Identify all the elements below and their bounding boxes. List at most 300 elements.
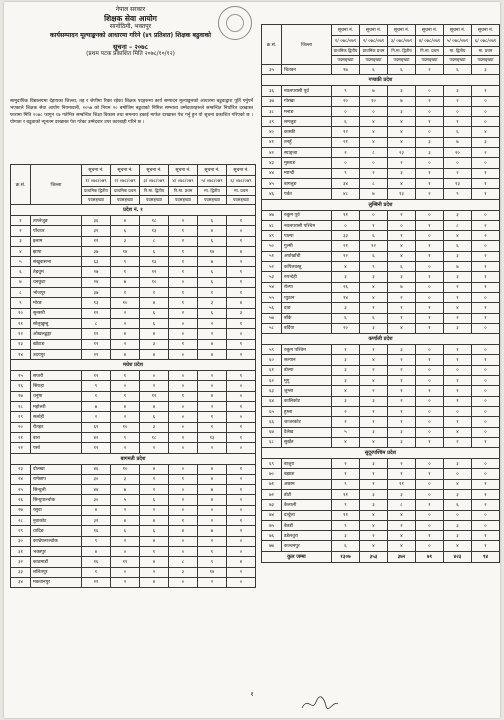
row-post-count: ४ [111, 349, 140, 359]
table-row [262, 292, 500, 302]
table-row [262, 323, 500, 333]
header-district: जिल्ला [31, 165, 82, 205]
row-post-count: ४ [140, 557, 169, 567]
row-district: कालिकोट [282, 396, 332, 406]
row-post-count: ४ [360, 117, 388, 127]
row-post-count: १ [416, 437, 444, 447]
row-post-count: ० [169, 505, 198, 515]
row-serial: ३ [11, 236, 31, 246]
header-notice-no: सूचना नं. [111, 165, 140, 176]
row-post-count: २ [472, 148, 500, 158]
row-serial: ३४ [11, 577, 31, 587]
row-post-count: १३ [388, 189, 416, 199]
table-row [262, 231, 500, 241]
row-district: स्याङ्जा [282, 148, 332, 158]
header-codes: ६/ ०७८/०७९ [227, 176, 256, 187]
row-post-count: १ [388, 303, 416, 313]
row-serial: ५४ [262, 282, 282, 292]
row-post-count: ६ [444, 65, 472, 75]
header-post: पदसङ्ख्या [140, 196, 169, 205]
row-post-count: ० [227, 536, 256, 546]
row-post-count: १० [111, 422, 140, 432]
row-post-count: ३ [444, 210, 472, 220]
header-post: पदसङ्ख्या [198, 196, 227, 205]
row-post-count: १ [227, 236, 256, 246]
row-post-count: १ [472, 303, 500, 313]
header-post: पदसङ्ख्या [472, 56, 500, 65]
row-post-count: ७ [198, 526, 227, 536]
province-row [11, 453, 256, 464]
table-header-row [11, 165, 256, 176]
row-post-count: ४ [198, 226, 227, 236]
row-serial: १ [11, 216, 31, 226]
row-post-count: २ [416, 189, 444, 199]
table-row [11, 485, 256, 495]
header-notice-no: सूचना नं. [332, 25, 360, 36]
row-post-count: ४ [444, 541, 472, 551]
row-district: सुर्खेत [282, 437, 332, 447]
row-post-count: ६ [388, 65, 416, 75]
table-row [262, 489, 500, 499]
row-post-count: ४ [111, 402, 140, 412]
row-post-count: १ [82, 567, 111, 577]
row-post-count: ४ [198, 339, 227, 349]
row-post-count: २ [472, 231, 500, 241]
header-notice-no: सूचना नं. [227, 165, 256, 176]
row-post-count: २ [198, 402, 227, 412]
row-district: डडेलधुरा [282, 531, 332, 541]
row-post-count: १४ [332, 292, 360, 302]
row-post-count: १ [444, 386, 472, 396]
row-serial: २४ [11, 474, 31, 484]
row-post-count: ४ [140, 536, 169, 546]
header-levels: प्राथमिक द्वितीय [82, 187, 111, 196]
row-post-count: ४ [111, 216, 140, 226]
row-post-count: ४ [332, 386, 360, 396]
row-post-count: ३ [444, 489, 472, 499]
row-district: पाल्पा [282, 231, 332, 241]
row-post-count: ११ [388, 479, 416, 489]
row-post-count: ७ [388, 96, 416, 106]
table-row [11, 546, 256, 556]
row-post-count: ० [416, 210, 444, 220]
row-post-count: ६ [198, 216, 227, 226]
row-district: काठमाडौं [31, 557, 82, 567]
table-row [11, 277, 256, 287]
row-post-count: २० [332, 323, 360, 333]
row-serial: ५१ [262, 251, 282, 261]
row-post-count: ३ [444, 459, 472, 469]
row-post-count: १२ [82, 371, 111, 381]
table-header-row [262, 25, 500, 36]
row-district: डोल्पा [282, 365, 332, 375]
province-name: सुदूरपश्चिम प्रदेश [262, 448, 500, 459]
table-row [11, 381, 256, 391]
row-post-count: ३ [388, 86, 416, 96]
row-post-count: २४ [82, 277, 111, 287]
row-post-count: ३ [332, 531, 360, 541]
vacancy-table-left [10, 164, 256, 588]
row-post-count: ११ [332, 489, 360, 499]
row-post-count: ० [472, 158, 500, 168]
row-post-count: १ [169, 391, 198, 401]
row-post-count: ० [472, 469, 500, 479]
row-post-count: ३ [472, 137, 500, 147]
row-district: उदयपुर [31, 349, 82, 359]
row-post-count: ६ [140, 412, 169, 422]
row-post-count: ९ [198, 557, 227, 567]
row-post-count: ० [169, 318, 198, 328]
row-serial: ७० [262, 469, 282, 479]
row-post-count: ७ [111, 277, 140, 287]
row-post-count: ० [444, 510, 472, 520]
header-commission: शिक्षक सेवा आयोग [104, 13, 157, 23]
row-post-count: ४ [227, 246, 256, 256]
row-post-count: ४ [140, 516, 169, 526]
row-serial: ९ [11, 298, 31, 308]
row-post-count: ११ [332, 210, 360, 220]
row-post-count: १ [416, 178, 444, 188]
page-number: १ [250, 691, 254, 698]
row-post-count: २ [198, 329, 227, 339]
row-post-count: २ [227, 567, 256, 577]
table-row [262, 376, 500, 386]
row-district: कपिलवस्तु [282, 262, 332, 272]
row-post-count: २ [388, 210, 416, 220]
row-post-count: ४ [388, 541, 416, 551]
row-post-count: ४ [111, 329, 140, 339]
row-post-count: ० [416, 459, 444, 469]
row-post-count: ६ [198, 277, 227, 287]
table-row [262, 479, 500, 489]
header-codes: ५/ ०७८/०७९ [444, 36, 472, 47]
row-district: मोरङ [31, 298, 82, 308]
row-serial: १४ [11, 349, 31, 359]
row-post-count: १ [416, 313, 444, 323]
row-serial: ५ [11, 257, 31, 267]
header-post: पदसङ्ख्या [111, 196, 140, 205]
row-serial: २७ [11, 505, 31, 515]
row-district: खोटाङ [31, 339, 82, 349]
total-value: ७१ [416, 551, 444, 562]
table-row [11, 516, 256, 526]
row-post-count: २ [444, 282, 472, 292]
row-district: पाँचथर [31, 226, 82, 236]
row-serial: ३५ [262, 65, 282, 75]
row-post-count: २ [360, 365, 388, 375]
row-post-count: १० [111, 464, 140, 474]
row-serial: ३७ [262, 96, 282, 106]
row-post-count: ० [416, 231, 444, 241]
row-post-count: ९ [332, 520, 360, 530]
table-row [262, 65, 500, 75]
table-row [11, 412, 256, 422]
total-value: ३७२ [388, 551, 416, 562]
row-serial: १६ [11, 381, 31, 391]
row-serial: ५६ [262, 303, 282, 313]
row-post-count: ४ [360, 510, 388, 520]
row-post-count: ९ [111, 257, 140, 267]
row-post-count: २ [388, 292, 416, 302]
row-post-count: ० [169, 443, 198, 453]
header-codes: ४/ ०७८/०७९ [169, 176, 198, 187]
row-post-count: ६ [444, 241, 472, 251]
header-codes: ३/ ०७८/०७९ [388, 36, 416, 47]
row-post-count: ० [388, 220, 416, 230]
row-post-count: ० [416, 510, 444, 520]
total-value: ४२३ [444, 551, 472, 562]
row-post-count: १ [416, 531, 444, 541]
row-post-count: २ [169, 432, 198, 442]
row-post-count: ० [169, 381, 198, 391]
row-post-count: १ [169, 298, 198, 308]
header-title: कार्यसम्पादन मूल्याङ्कनको आधारमा गरिने (४९ प्रतिशत) शिक्षक बढुवाको [50, 32, 211, 40]
row-post-count: १ [227, 516, 256, 526]
row-post-count: २१ [332, 137, 360, 147]
row-post-count: ९ [82, 536, 111, 546]
row-post-count: ७ [198, 257, 227, 267]
row-post-count: ३ [360, 459, 388, 469]
row-post-count: २ [416, 96, 444, 106]
row-serial: ४२ [262, 148, 282, 158]
row-post-count: २१ [332, 241, 360, 251]
header-government: नेपाल सरकार [115, 6, 146, 13]
row-post-count: २ [198, 371, 227, 381]
row-post-count: १ [227, 216, 256, 226]
row-district: म्याग्दी [282, 168, 332, 178]
header-notice-no: सूचना नं. [416, 25, 444, 36]
row-post-count: ४ [227, 298, 256, 308]
row-post-count: ० [416, 106, 444, 116]
row-post-count: ४ [360, 292, 388, 302]
row-district: सिराहा [31, 381, 82, 391]
row-post-count: ३ [416, 148, 444, 158]
province-row [11, 360, 256, 371]
row-district: मनाङ [282, 106, 332, 116]
row-post-count: २१ [82, 577, 111, 587]
row-serial: ६१ [262, 365, 282, 375]
row-post-count: १ [169, 257, 198, 267]
row-district: ओखलढुङ्गा [31, 329, 82, 339]
row-post-count: ६ [444, 127, 472, 137]
notice-number: सूचना – २०७८ [112, 43, 149, 52]
row-post-count: २ [111, 505, 140, 515]
row-serial: ३१ [11, 546, 31, 556]
row-post-count: २ [111, 443, 140, 453]
row-post-count: ० [416, 541, 444, 551]
row-post-count: ० [472, 406, 500, 416]
row-district: अर्घाखाँची [282, 251, 332, 261]
signature-mark [300, 694, 340, 714]
province-name: मधेश प्रदेश [11, 360, 256, 371]
row-post-count: ४ [444, 231, 472, 241]
header-post: पदसङ्ख्या [227, 196, 256, 205]
table-row [262, 86, 500, 96]
row-post-count: १ [169, 288, 198, 298]
row-post-count: १ [169, 516, 198, 526]
total-row [262, 551, 500, 562]
row-post-count: १ [416, 386, 444, 396]
header-levels: नि.मा. द्वितीय [140, 187, 169, 196]
row-post-count: ३० [82, 474, 111, 484]
row-post-count: १ [388, 231, 416, 241]
row-post-count: ० [416, 479, 444, 489]
row-post-count: १३ [444, 178, 472, 188]
row-post-count: २ [227, 474, 256, 484]
row-post-count: १ [140, 474, 169, 484]
row-post-count: १ [472, 178, 500, 188]
row-post-count: ० [416, 406, 444, 416]
table-row [262, 272, 500, 282]
row-post-count: ० [169, 412, 198, 422]
row-post-count: ४ [140, 298, 169, 308]
row-post-count: ६३ [82, 257, 111, 267]
row-post-count: ३ [444, 251, 472, 261]
row-post-count: ० [169, 577, 198, 587]
row-post-count: १ [227, 277, 256, 287]
row-post-count: २ [111, 318, 140, 328]
row-post-count: ४ [360, 376, 388, 386]
row-serial: ५९ [262, 345, 282, 355]
table-row [262, 459, 500, 469]
row-serial: ५२ [262, 262, 282, 272]
province-row [262, 199, 500, 210]
row-district: मुगु [282, 376, 332, 386]
row-post-count: ० [472, 292, 500, 302]
row-post-count: ६१ [82, 422, 111, 432]
row-post-count: १७ [332, 65, 360, 75]
row-district: संखुवासभा [31, 257, 82, 267]
table-row [262, 127, 500, 137]
table-row [11, 536, 256, 546]
row-post-count: ४ [388, 117, 416, 127]
row-post-count: ७ [360, 189, 388, 199]
row-post-count: १ [416, 220, 444, 230]
header-sn: क्र.सं. [262, 25, 282, 65]
row-serial: ७१ [262, 479, 282, 489]
row-district: बाजुरा [282, 459, 332, 469]
row-post-count: ६ [360, 313, 388, 323]
row-post-count: ६ [140, 318, 169, 328]
row-post-count: ३१ [82, 516, 111, 526]
row-post-count: १ [169, 267, 198, 277]
table-row [262, 355, 500, 365]
row-post-count: ० [227, 577, 256, 587]
row-serial: १२ [11, 329, 31, 339]
row-post-count: २ [388, 459, 416, 469]
row-post-count: १ [416, 500, 444, 510]
table-row [262, 520, 500, 530]
row-post-count: ० [227, 391, 256, 401]
row-post-count: ० [472, 210, 500, 220]
row-post-count: २ [388, 520, 416, 530]
row-post-count: ३ [444, 323, 472, 333]
row-post-count: ० [416, 262, 444, 272]
row-district: सोलुखुम्बु [31, 318, 82, 328]
row-post-count: ० [444, 406, 472, 416]
row-post-count: २ [360, 386, 388, 396]
row-district: महोत्तरी [31, 402, 82, 412]
row-post-count: ६ [332, 541, 360, 551]
row-post-count: १ [227, 267, 256, 277]
row-post-count: १ [227, 422, 256, 432]
row-post-count: ० [227, 546, 256, 556]
row-post-count: ० [416, 365, 444, 375]
table-row [11, 226, 256, 236]
row-post-count: ४ [388, 323, 416, 333]
row-post-count: ० [227, 505, 256, 515]
row-post-count: १ [388, 417, 416, 427]
row-post-count: १ [444, 417, 472, 427]
row-post-count: १० [140, 277, 169, 287]
row-post-count: १ [388, 386, 416, 396]
header-levels: प्राथमिक प्रथम [111, 187, 140, 196]
row-post-count: १ [227, 432, 256, 442]
row-district: मकवानपुर [31, 577, 82, 587]
row-post-count: ४ [140, 402, 169, 412]
table-row [11, 391, 256, 401]
row-post-count: ३ [444, 272, 472, 282]
row-post-count: १ [360, 417, 388, 427]
row-post-count: १ [444, 345, 472, 355]
row-district: पर्सा [31, 443, 82, 453]
row-post-count: २ [388, 396, 416, 406]
row-post-count: १३ [198, 432, 227, 442]
total-value: १३०७ [332, 551, 360, 562]
row-post-count: १ [140, 485, 169, 495]
row-post-count: ० [472, 365, 500, 375]
row-post-count: १ [332, 345, 360, 355]
row-post-count: १४ [198, 567, 227, 577]
row-post-count: १ [472, 355, 500, 365]
table-row [11, 339, 256, 349]
table-row [11, 557, 256, 567]
row-post-count: १ [416, 469, 444, 479]
row-serial: ३२ [11, 557, 31, 567]
row-post-count: ६ [360, 251, 388, 261]
row-district: कञ्चनपुर [282, 541, 332, 551]
row-district: दाङ [282, 303, 332, 313]
table-row [11, 495, 256, 505]
row-district: दार्चुला [282, 510, 332, 520]
table-row [262, 386, 500, 396]
row-serial: ४० [262, 127, 282, 137]
row-post-count: १ [227, 371, 256, 381]
row-post-count: १ [227, 485, 256, 495]
row-district: प्युठान [282, 292, 332, 302]
table-row [262, 406, 500, 416]
row-post-count: ० [416, 345, 444, 355]
row-serial: ४५ [262, 178, 282, 188]
row-post-count: २ [332, 406, 360, 416]
row-post-count: १६ [82, 557, 111, 567]
row-district: ताप्लेजुङ [31, 216, 82, 226]
row-post-count: १ [444, 376, 472, 386]
row-post-count: २ [198, 516, 227, 526]
province-name: गण्डकी प्रदेश [262, 75, 500, 86]
row-post-count: २ [472, 220, 500, 230]
row-post-count: ० [227, 226, 256, 236]
table-row [11, 464, 256, 474]
row-post-count: ३ [444, 520, 472, 530]
header-sn: क्र.सं. [11, 165, 31, 205]
table-row [11, 422, 256, 432]
row-post-count: ० [472, 510, 500, 520]
row-post-count: ७ [360, 86, 388, 96]
row-post-count: ० [416, 417, 444, 427]
row-post-count: १ [444, 117, 472, 127]
row-serial: ३० [11, 536, 31, 546]
